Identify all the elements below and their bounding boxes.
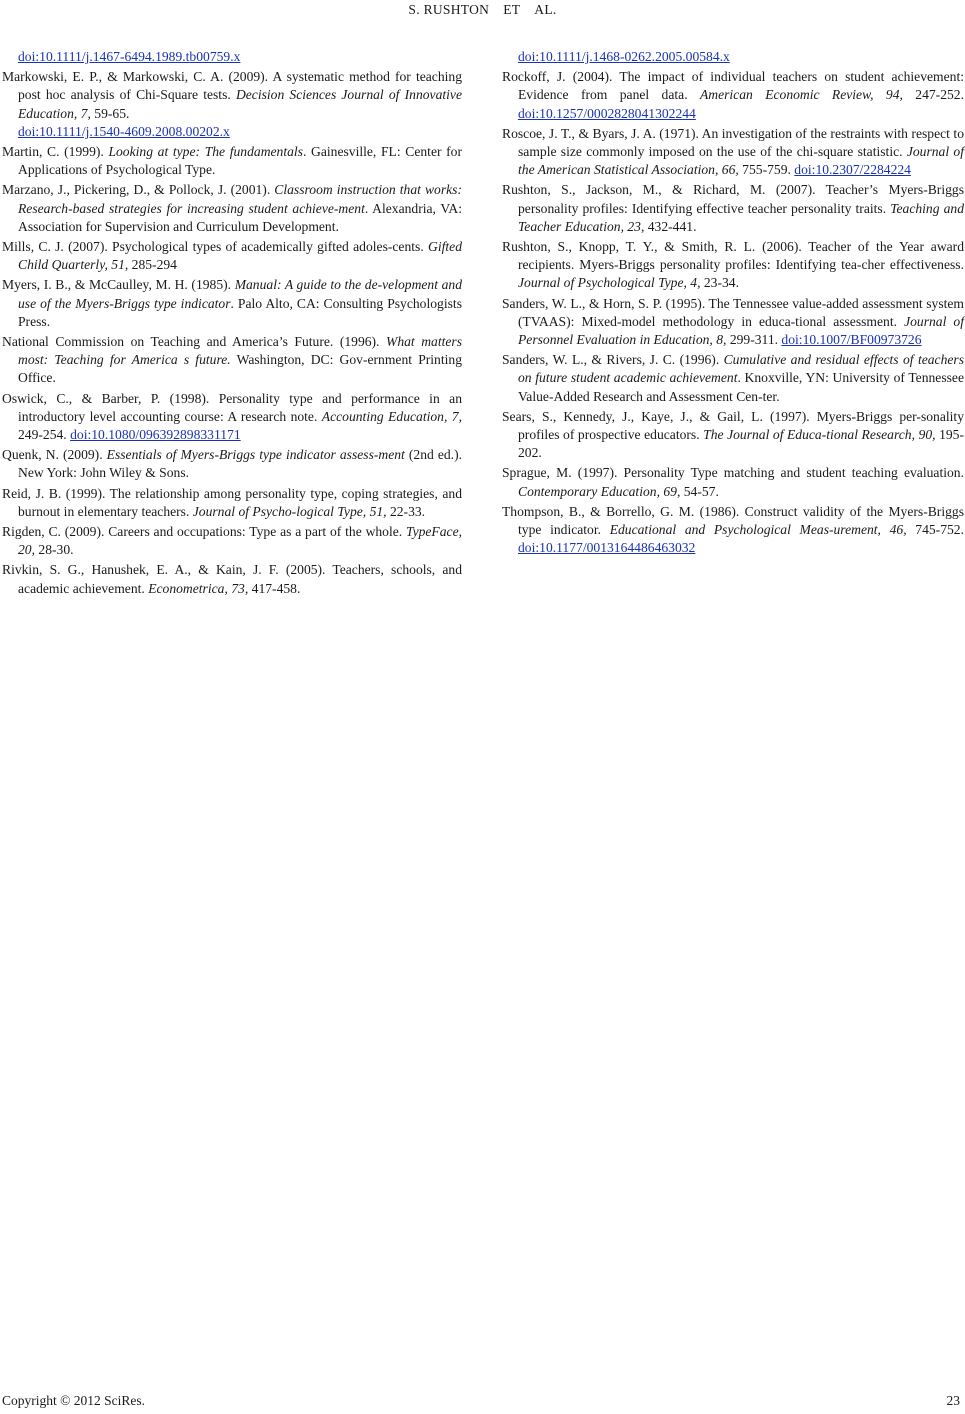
ref-text: Roscoe, J. T., & Byars, J. A. (1971). An investigation of the restraints with respect to sample size commonly imposed on the use of the chi-square statistic. xyxy=(502,125,964,160)
ref-pages: 195-202. xyxy=(518,427,964,461)
header-al: AL. xyxy=(534,2,557,17)
ref-text: Marzano, J., Pickering, D., & Pollock, J. (2001). xyxy=(2,182,275,198)
ref-title: What matters most: Teaching for America s future. xyxy=(18,334,463,368)
header-author: S. RUSHTON xyxy=(408,2,490,17)
doi-link[interactable]: doi:10.1257/0002828041302244 xyxy=(518,105,696,121)
ref-title: Classroom instruction that works: Research-based strategies for increasing student achieve-ment xyxy=(18,182,462,216)
ref-pages: 54-57. xyxy=(680,483,719,499)
ref-journal: Journal of Psychological Type, 4, xyxy=(518,275,701,291)
ref-journal: Econometrica, 73, xyxy=(148,580,249,596)
ref-text: Rushton, S., Jackson, M., & Richard, M. (2007). Teacher’s Myers-Briggs personality profiles: Identifying effective teacher personality traits. xyxy=(502,182,964,216)
ref-pages: 299-311. xyxy=(726,332,782,348)
reference-entry xyxy=(2,390,462,445)
reference-entry xyxy=(2,143,462,179)
ref-text: Reid, J. B. (1999). The relationship among personality type, coping strategies, and burnout in elementary teachers. xyxy=(2,485,462,519)
reference-entry xyxy=(2,446,462,482)
ref-text: National Commission on Teaching and America’s Future. (1996). xyxy=(2,334,386,350)
ref-journal: Accounting Education, 7, xyxy=(321,408,462,424)
ref-text: Thompson, B., & Borrello, G. M. (1986). Construct validity of the Myers-Briggs type indicator. xyxy=(502,503,964,538)
reference-entry xyxy=(502,48,964,66)
ref-journal: Educational and Psychological Meas-urement, 46, xyxy=(609,522,907,538)
ref-text: Myers, I. B., & McCaulley, M. H. (1985). xyxy=(2,277,235,293)
reference-entry xyxy=(2,485,462,521)
ref-pages: 417-458. xyxy=(248,580,301,596)
references-left-column xyxy=(2,48,462,600)
reference-entry xyxy=(502,408,964,463)
running-header xyxy=(0,2,965,18)
doi-link[interactable]: doi:10.1007/BF00973726 xyxy=(781,332,922,348)
ref-publisher: . Knoxville, YN: University of Tennessee Value-Added Research and Assessment Cen-ter. xyxy=(518,370,964,404)
ref-pages: 432-441. xyxy=(644,218,697,234)
ref-text: Martin, C. (1999). xyxy=(2,144,109,160)
ref-title: Cumulative and residual effects of teachers on future student academic achievement xyxy=(518,352,964,386)
ref-pages: 755-759. xyxy=(738,162,795,178)
ref-journal: Journal of Personnel Evaluation in Education, 8, xyxy=(518,313,965,348)
ref-pages: 23-34. xyxy=(700,275,739,291)
ref-journal: Contemporary Education, 69, xyxy=(518,483,681,499)
ref-publisher: (2nd ed.). New York: John Wiley & Sons. xyxy=(18,447,462,481)
reference-entry xyxy=(502,125,964,180)
ref-journal: Gifted Child Quarterly, 51, xyxy=(18,239,462,273)
ref-text: Rigden, C. (2009). Careers and occupations: Type as a part of the whole. xyxy=(2,524,407,540)
doi-link[interactable]: doi:10.1111/j.1467-6494.1989.tb00759.x xyxy=(18,49,241,64)
reference-entry xyxy=(502,295,964,350)
ref-publisher: . Alexandria, VA: Association for Supervision and Curriculum Development. xyxy=(18,200,462,234)
ref-text: Sanders, W. L., & Rivers, J. C. (1996). xyxy=(502,352,724,368)
header-et: ET xyxy=(503,2,521,17)
reference-entry xyxy=(2,276,462,331)
ref-text: Sanders, W. L., & Horn, S. P. (1995). The Tennessee value-added assessment system (TVAAS): Mixed-model methodology in educa-tional assessment. xyxy=(502,295,964,329)
reference-entry xyxy=(2,333,462,388)
ref-publisher: . Palo Alto, CA: Consulting Psychologists Press. xyxy=(18,295,462,329)
ref-pages: 59-65. xyxy=(90,105,130,121)
reference-entry xyxy=(502,68,964,123)
reference-entry xyxy=(502,181,964,236)
ref-pages: 249-254. xyxy=(18,427,71,443)
reference-entry xyxy=(502,503,964,558)
ref-pages: 247-252. xyxy=(902,87,964,103)
copyright-notice: Copyright © 2012 SciRes. xyxy=(2,1393,146,1408)
ref-journal: Teaching and Teacher Education, 23, xyxy=(518,200,965,234)
ref-title: Manual: A guide to the de-velopment and use of the Myers-Briggs type indicator xyxy=(18,277,462,311)
ref-pages: 285-294 xyxy=(128,257,177,273)
ref-journal: Journal of Psycho-logical Type, 51, xyxy=(192,503,387,519)
ref-journal: Decision Sciences Journal of Innovative Education, 7, xyxy=(18,87,462,121)
doi-link[interactable]: doi:10.2307/2284224 xyxy=(794,162,911,178)
reference-entry xyxy=(2,48,462,66)
ref-text: Rockoff, J. (2004). The impact of individual teachers on student achievement: Evidence from panel data. xyxy=(502,69,964,103)
ref-text: Rivkin, S. G., Hanushek, E. A., & Kain, J. F. (2005). Teachers, schools, and academic achievement. xyxy=(2,562,462,596)
ref-pages: 745-752. xyxy=(906,522,964,538)
doi-link[interactable]: doi:10.1111/j.1540-4609.2008.00202.x xyxy=(18,123,230,139)
ref-text: Quenk, N. (2009). xyxy=(2,447,107,463)
ref-text: Mills, C. J. (2007). Psychological types of academically gifted adoles-cents. xyxy=(2,239,429,255)
ref-pages: 28-30. xyxy=(35,542,74,558)
reference-entry xyxy=(2,181,462,236)
ref-text: Oswick, C., & Barber, P. (1998). Personality type and performance in an introductory level accounting course: A research note. xyxy=(2,390,462,424)
ref-text: Markowski, E. P., & Markowski, C. A. (2009). A systematic method for teaching post hoc analysis of Chi-Square tests. xyxy=(2,69,462,103)
reference-entry xyxy=(2,523,462,559)
ref-text: Sprague, M. (1997). Personality Type matching and student teaching evaluation. xyxy=(502,465,964,481)
doi-link[interactable]: doi:10.1177/0013164486463032 xyxy=(518,540,696,556)
ref-volume: 66, xyxy=(721,162,739,178)
ref-title: Essentials of Myers-Briggs type indicator assess-ment xyxy=(106,447,405,463)
reference-entry xyxy=(502,238,964,293)
ref-text: Rushton, S., Knopp, T. Y., & Smith, R. L. (2006). Teacher of the Year award recipients. Myers-Briggs personality profiles: Identifying tea-cher effectiveness. xyxy=(502,239,964,273)
reference-entry xyxy=(502,351,964,406)
ref-journal: American Economic Review, 94, xyxy=(699,87,903,103)
doi-link[interactable]: doi:10.1111/j.1468-0262.2005.00584.x xyxy=(518,49,730,64)
ref-publisher: Washington, DC: Gov-ernment Printing Office. xyxy=(18,352,463,386)
ref-text: Sears, S., Kennedy, J., Kaye, J., & Gail, L. (1997). Myers-Briggs per-sonality profiles of prospective educators. xyxy=(502,408,964,443)
ref-journal: The Journal of Educa-tional Research, 90, xyxy=(703,427,936,443)
ref-pages: 22-33. xyxy=(386,503,426,519)
page-number: 23 xyxy=(946,1393,960,1408)
reference-entry xyxy=(502,464,964,500)
ref-sep: , xyxy=(714,162,722,178)
reference-entry xyxy=(2,68,462,141)
ref-journal: TypeFace, 20, xyxy=(18,524,462,558)
references-right-column xyxy=(502,48,964,559)
reference-entry xyxy=(2,238,462,274)
ref-publisher: . Gainesville, FL: Center for Applications of Psychological Type. xyxy=(18,144,462,178)
doi-link[interactable]: doi:10.1080/096392898331171 xyxy=(70,427,241,443)
ref-title: Looking at type: The fundamentals xyxy=(108,144,303,160)
ref-journal: Journal of the American Statistical Association xyxy=(518,144,964,178)
reference-entry xyxy=(2,561,462,597)
